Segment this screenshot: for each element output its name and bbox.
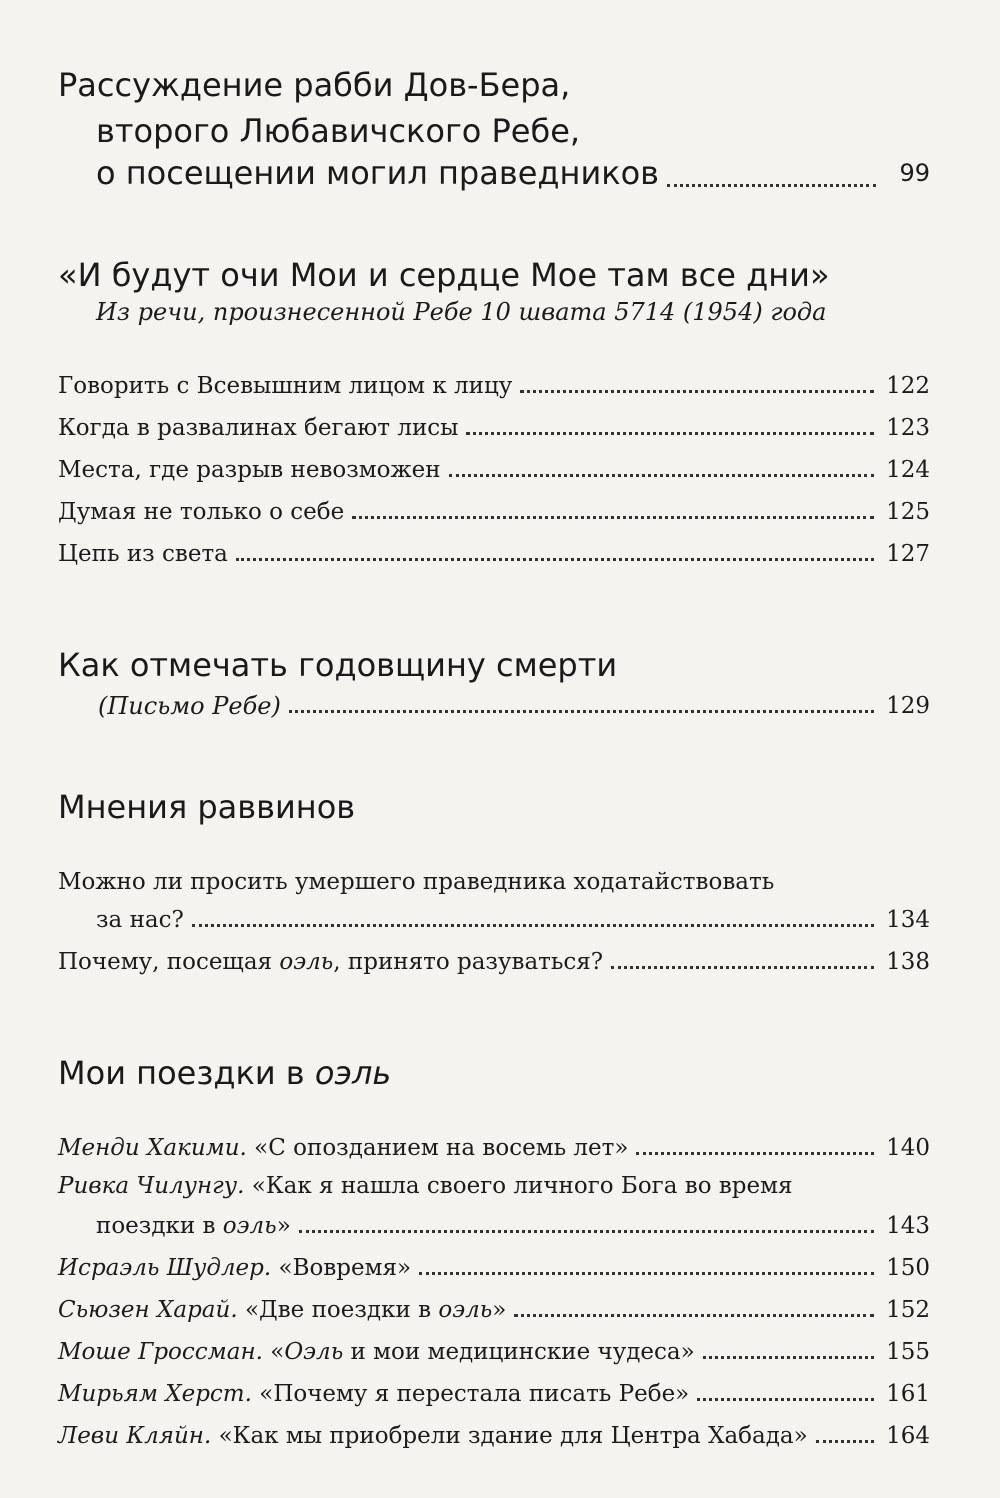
toc-entry-page: 127: [886, 541, 930, 567]
toc-entry[interactable]: [58, 1248, 930, 1284]
toc-heading-1-line-2: второго Любавичского Ребе,: [96, 112, 581, 150]
toc-entry-page: 155: [886, 1339, 930, 1365]
toc-entry-title-line-1: Ривка Чилунгу. «Как я нашла своего личного Бога во время: [58, 1173, 793, 1199]
toc-entry-page: 129: [886, 693, 930, 719]
toc-entry-title: Менди Хакими. «С опозданием на восемь лет»: [58, 1135, 629, 1161]
toc-entry[interactable]: [58, 534, 930, 570]
leader-dots: [611, 966, 874, 969]
toc-entry-title: Говорить с Всевышним лицом к лицу: [58, 373, 513, 399]
toc-entry[interactable]: [58, 686, 930, 722]
toc-heading-1-line-1: Рассуждение рабби Дов-Бера,: [58, 66, 571, 104]
toc-entry[interactable]: [58, 408, 930, 444]
toc-heading-5: Мои поездки в оэль: [58, 1054, 392, 1092]
toc-entry-title: Леви Кляйн. «Как мы приобрели здание для Центра Хабада»: [58, 1423, 808, 1449]
toc-entry[interactable]: [58, 366, 930, 402]
toc-entry-title: Мирьям Херст. «Почему я перестала писать Ребе»: [58, 1381, 690, 1407]
toc-entry-page: 123: [886, 415, 930, 441]
toc-heading-4: Мнения раввинов: [58, 788, 356, 826]
toc-entry[interactable]: [58, 1374, 930, 1410]
toc-entry[interactable]: [58, 900, 930, 936]
toc-entry-title: Почему, посещая оэль, принято разуваться?: [58, 949, 604, 975]
toc-entry[interactable]: [58, 1206, 930, 1242]
toc-entry-title: о посещении могил праведников: [96, 154, 659, 192]
toc-entry-title: (Письмо Ребе): [98, 692, 281, 720]
toc-entry-title-line-2: поездки в оэль»: [96, 1213, 291, 1239]
toc-entry-page: 164: [886, 1423, 930, 1449]
toc-entry-page: 122: [886, 373, 930, 399]
toc-entry-title: Места, где разрыв невозможен: [58, 457, 441, 483]
leader-dots: [667, 184, 876, 187]
toc-entry-title-line-2: за нас?: [96, 907, 184, 933]
toc-entry-title: Когда в развалинах бегают лисы: [58, 415, 459, 441]
toc-entry-page: 124: [886, 457, 930, 483]
leader-dots: [352, 516, 874, 519]
leader-dots: [703, 1356, 874, 1359]
toc-entry-title: Думая не только о себе: [58, 499, 345, 525]
toc-entry[interactable]: [58, 1290, 930, 1326]
toc-entry-page: 143: [886, 1213, 930, 1239]
toc-entry[interactable]: [58, 1416, 930, 1452]
toc-heading-2: «И будут очи Мои и сердце Мое там все дни»: [58, 256, 830, 294]
leader-dots: [697, 1398, 874, 1401]
toc-entry-page: 140: [886, 1135, 930, 1161]
leader-dots: [299, 1230, 874, 1233]
toc-entry-title: Сьюзен Харай. «Две поездки в оэль»: [58, 1297, 507, 1323]
toc-subtitle-2: Из речи, произнесенной Ребе 10 швата 5714 (1954) года: [96, 298, 827, 326]
leader-dots: [636, 1152, 874, 1155]
toc-entry[interactable]: [58, 450, 930, 486]
leader-dots: [289, 710, 874, 713]
toc-entry-page: 99: [899, 159, 930, 187]
leader-dots: [192, 924, 874, 927]
toc-entry-page: 125: [886, 499, 930, 525]
toc-entry-title: Исраэль Шудлер. «Вовремя»: [58, 1255, 412, 1281]
toc-entry-page: 161: [886, 1381, 930, 1407]
leader-dots: [236, 558, 874, 561]
leader-dots: [466, 432, 874, 435]
leader-dots: [419, 1272, 874, 1275]
toc-entry-title: Цепь из света: [58, 541, 228, 567]
toc-entry[interactable]: [58, 150, 930, 196]
leader-dots: [514, 1314, 874, 1317]
leader-dots: [816, 1440, 874, 1443]
toc-entry-page: 138: [886, 949, 930, 975]
toc-entry-page: 150: [886, 1255, 930, 1281]
toc-entry-title: Моше Гроссман. «Оэль и мои медицинские чудеса»: [58, 1339, 695, 1365]
toc-entry-page: 152: [886, 1297, 930, 1323]
leader-dots: [449, 474, 874, 477]
toc-entry[interactable]: [58, 1332, 930, 1368]
toc-entry[interactable]: [58, 1128, 930, 1164]
toc-entry[interactable]: [58, 492, 930, 528]
toc-entry-page: 134: [886, 907, 930, 933]
toc-entry[interactable]: [58, 942, 930, 978]
toc-entry-title-line-1: Можно ли просить умершего праведника ходатайствовать: [58, 869, 775, 895]
toc-heading-3: Как отмечать годовщину смерти: [58, 646, 618, 684]
leader-dots: [520, 390, 874, 393]
